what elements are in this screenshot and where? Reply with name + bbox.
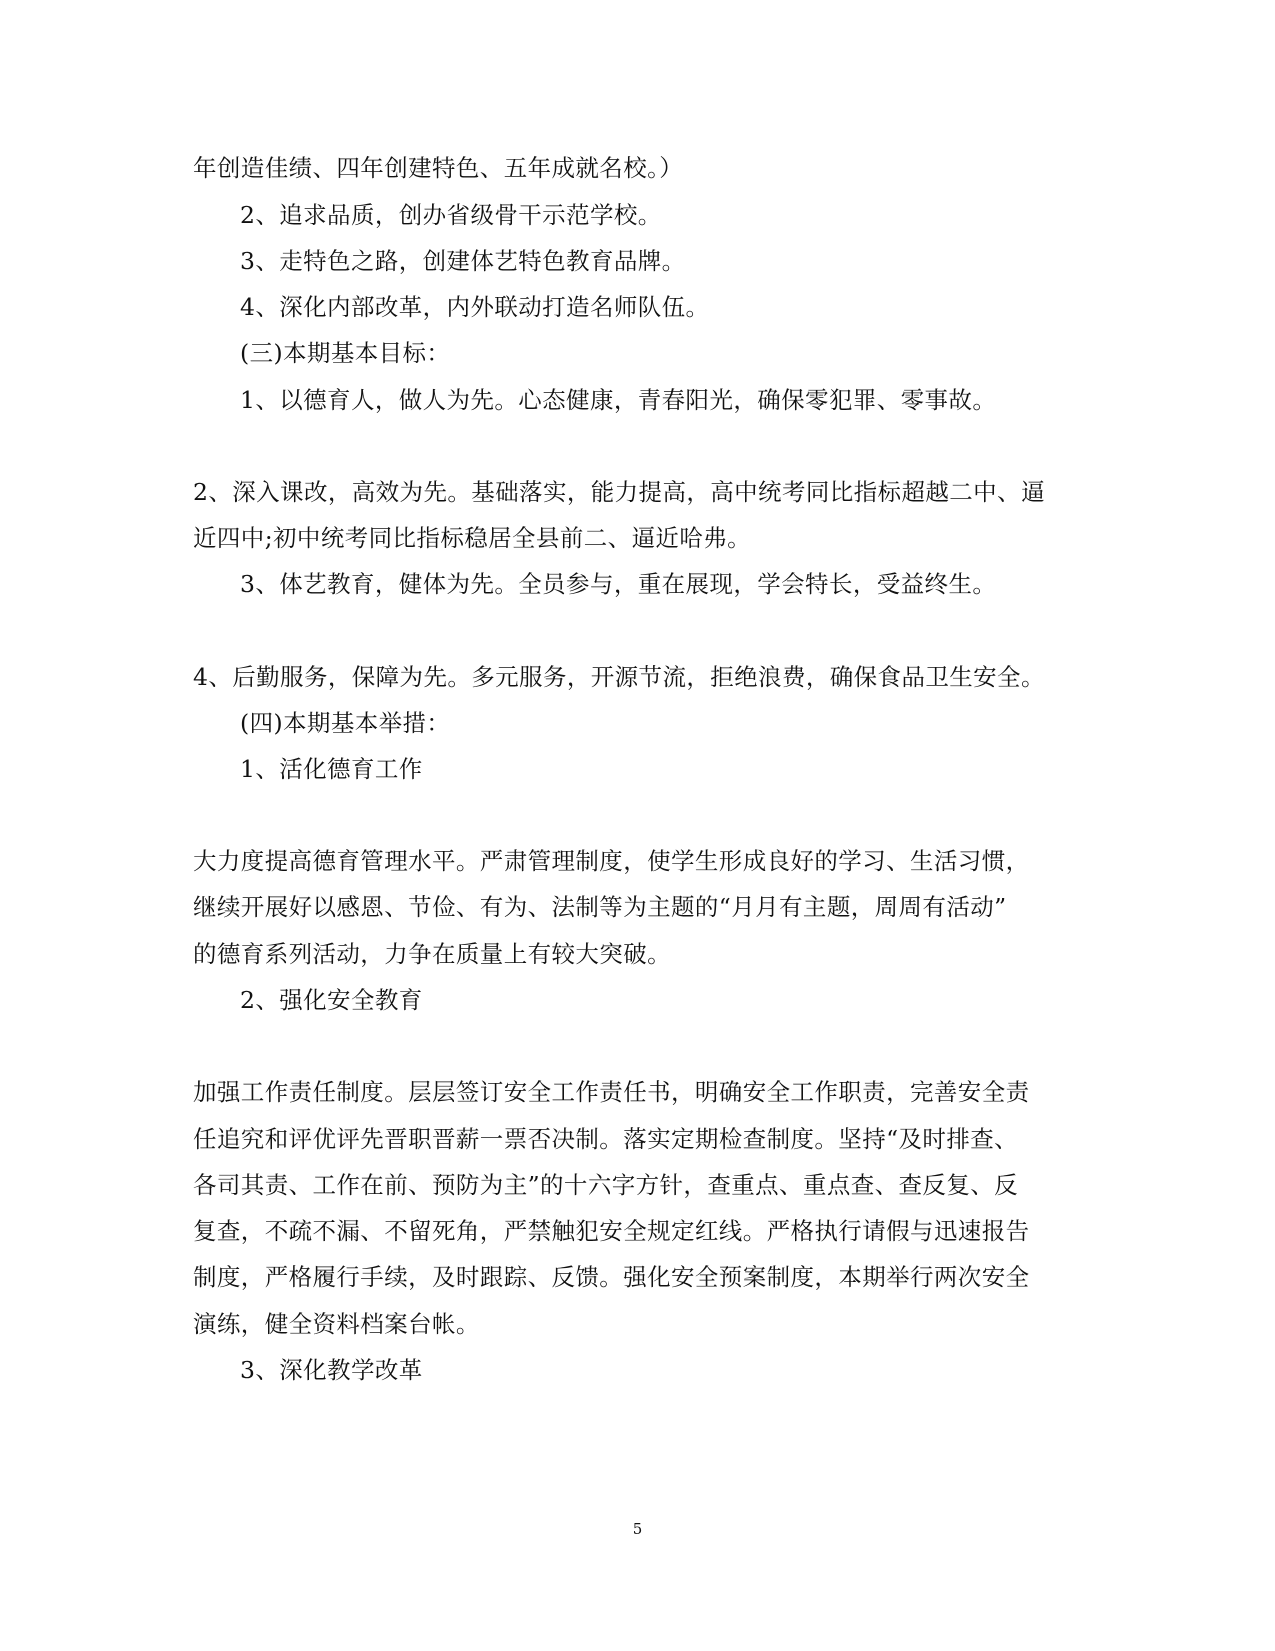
text-line: 4、深化内部改革，内外联动打造名师队伍。: [240, 293, 710, 321]
text-line: 各司其责、工作在前、预防为主”的十六字方针，查重点、重点查、查反复、反: [193, 1171, 1019, 1199]
text-line: 2、深入课改，高效为先。基础落实，能力提高，高中统考同比指标超越二中、逼: [193, 478, 1045, 506]
subsection-heading: 2、强化安全教育: [240, 986, 423, 1014]
text-line: 1、以德育人，做人为先。心态健康，青春阳光，确保零犯罪、零事故。: [240, 386, 997, 414]
text-line: 的德育系列活动，力争在质量上有较大突破。: [193, 940, 671, 968]
text-line: 大力度提高德育管理水平。严肃管理制度，使学生形成良好的学习、生活习惯，: [193, 847, 1030, 875]
subsection-heading: 3、深化教学改革: [240, 1356, 423, 1384]
section-heading: (四)本期基本举措：: [240, 709, 451, 737]
page-number: 5: [632, 1520, 643, 1538]
text-line: 复查，不疏不漏、不留死角，严禁触犯安全规定红线。严格执行请假与迅速报告: [193, 1217, 1030, 1245]
text-line: 演练，健全资料档案台帐。: [193, 1310, 480, 1338]
text-line: 近四中;初中统考同比指标稳居全县前二、逼近哈弗。: [193, 524, 752, 552]
text-line: 年创造佳绩、四年创建特色、五年成就名校。）: [193, 154, 684, 182]
text-line: 2、追求品质，创办省级骨干示范学校。: [240, 201, 662, 229]
section-heading: (三)本期基本目标：: [240, 339, 451, 367]
text-line: 继续开展好以感恩、节俭、有为、法制等为主题的“月月有主题，周周有活动”: [193, 893, 1007, 921]
text-line: 4、后勤服务，保障为先。多元服务，开源节流，拒绝浪费，确保食品卫生安全。: [193, 663, 1045, 691]
text-line: 3、体艺教育，健体为先。全员参与，重在展现，学会特长，受益终生。: [240, 570, 997, 598]
text-line: 3、走特色之路，创建体艺特色教育品牌。: [240, 247, 686, 275]
subsection-heading: 1、活化德育工作: [240, 755, 423, 783]
text-line: 任追究和评优评先晋职晋薪一票否决制。落实定期检查制度。坚持“及时排查、: [193, 1125, 1019, 1153]
text-line: 加强工作责任制度。层层签订安全工作责任书，明确安全工作职责，完善安全责: [193, 1078, 1030, 1106]
text-line: 制度，严格履行手续，及时跟踪、反馈。强化安全预案制度，本期举行两次安全: [193, 1263, 1030, 1291]
